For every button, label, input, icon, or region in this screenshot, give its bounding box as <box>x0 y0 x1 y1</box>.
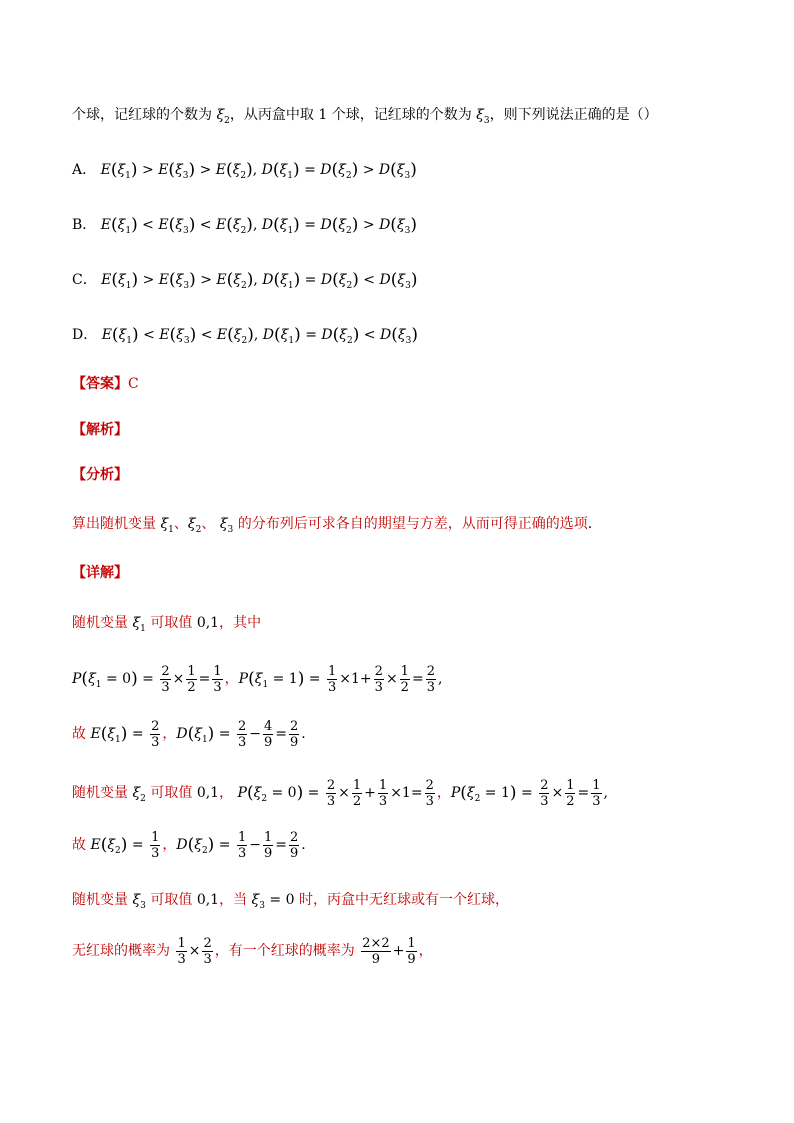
option-c: C． $E(\xi_1) > E(\xi_3) > E(\xi_2)$, $D(\xi_1) = D(\xi_2) < D(\xi_3)$ <box>72 270 418 291</box>
detail-line-7: 无红球的概率为 $\frac{1}{3}$ × $\frac{2}{3}$ ，有一个红球的概率为 $\frac{2\times 2}{9}$ + $\frac{1}{9}$ ， <box>72 935 433 967</box>
fenxi-text: 算出随机变量 $\xi_1$、$\xi_2$、 $\xi_3$ 的分布列后可求各自的期望与方差，从而可得正确的选项. <box>72 516 593 535</box>
option-b: B． $E(\xi_1) < E(\xi_3) < E(\xi_2)$, $D(\xi_1) = D(\xi_2) > D(\xi_3)$ <box>72 215 418 236</box>
answer-label: 【答案】 <box>72 376 128 392</box>
detail-line-4: 随机变量 $\xi_2$ 可取值 0,1， $P(\xi_2 = 0)$ = $\frac{2}{3}$ × $\frac{1}{2}$ + $\frac{1}{3}$ ×1= $\frac{2}{3}$ ，$P(\xi_2 = 1)$ = $\frac{2}{3}$ × $\frac{1}{2}$ = $\frac{1}{3}$ , <box>72 777 608 809</box>
answer-line <box>72 372 139 396</box>
question-intro: 个球，记红球的个数为 $\xi_2$，从丙盒中取 1 个球，记红球的个数为 $\xi_3$，则下列说法正确的是（） <box>72 107 658 126</box>
option-a: A． $E(\xi_1) > E(\xi_3) > E(\xi_2)$, $D(\xi_1) = D(\xi_2) > D(\xi_3)$ <box>72 160 417 181</box>
option-d: D． $E(\xi_1) < E(\xi_3) < E(\xi_2)$, $D(\xi_1) = D(\xi_2) < D(\xi_3)$ <box>72 325 418 346</box>
answer-value: C <box>128 376 139 392</box>
detail-line-2: $P(\xi_1 = 0)$ = $\frac{2}{3}$ × $\frac{1}{2}$ = $\frac{1}{3}$ ，$P(\xi_1 = 1)$ = $\frac{1}{3}$ ×1+ $\frac{2}{3}$ × $\frac{1}{2}$ = $\frac{2}{3}$ , <box>72 663 443 695</box>
option-label: C． <box>72 272 97 288</box>
detail-line-3: 故 $E(\xi_1)$ = $\frac{2}{3}$ ，$D(\xi_1)$ = $\frac{2}{3}$ − $\frac{4}{9}$ = $\frac{2}{9}$ . <box>72 718 306 750</box>
option-label: A． <box>72 162 97 178</box>
option-label: D． <box>72 327 98 343</box>
analysis-heading: 【解析】 <box>72 422 128 438</box>
detail-line-5: 故 $E(\xi_2)$ = $\frac{1}{3}$ ，$D(\xi_2)$ = $\frac{1}{3}$ − $\frac{1}{9}$ = $\frac{2}{9}$ . <box>72 829 306 861</box>
fenxi-heading: 【分析】 <box>72 467 128 483</box>
detail-line-1: 随机变量 $\xi_1$ 可取值 0,1，其中 <box>72 615 262 634</box>
detail-heading: 【详解】 <box>72 565 128 581</box>
option-label: B． <box>72 217 97 233</box>
detail-line-6: 随机变量 $\xi_3$ 可取值 0,1，当 $\xi_3 = 0$ 时，丙盒中无红球或有一个红球， <box>72 892 509 911</box>
